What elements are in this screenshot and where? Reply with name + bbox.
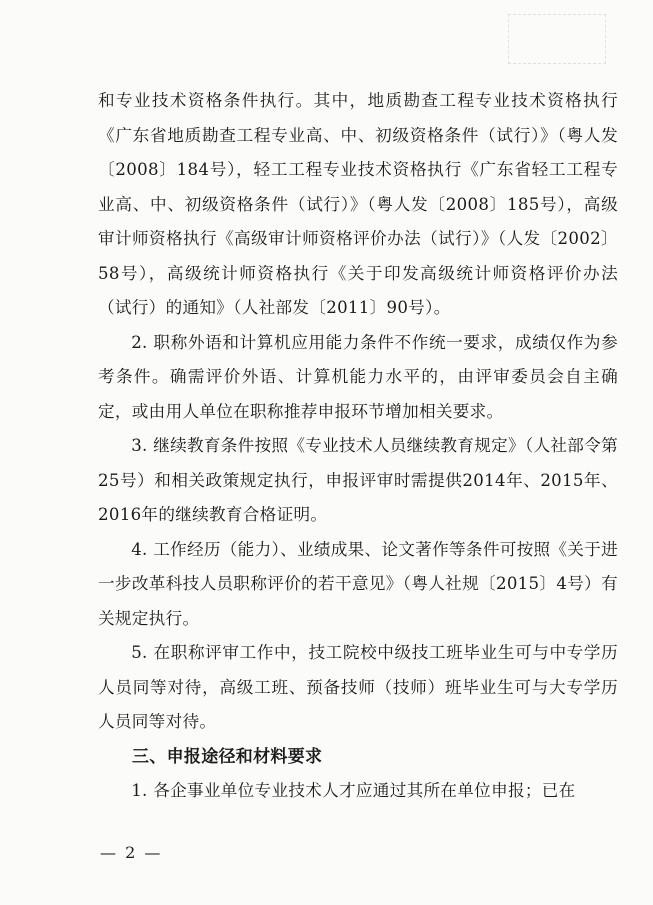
paragraph-item-3: 3. 继续教育条件按照《专业技术人员继续教育规定》（人社部令第25号）和相关政策规定执行，申报评审时需提供2014年、2015年、2016年的继续教育合格证明。 bbox=[98, 436, 618, 524]
paragraph-section3-item-1: 1. 各企事业单位专业技术人才应通过其所在单位申报；已在 bbox=[131, 781, 576, 800]
paragraph-item-2: 2. 职称外语和计算机应用能力条件不作统一要求，成绩仅作为参考条件。确需评价外语、计算机能力水平的，由评审委员会自主确定，或由用人单位在职称推荐申报环节增加相关要求。 bbox=[98, 332, 618, 421]
paragraph-item-5: 5. 在职称评审工作中，技工院校中级技工班毕业生可与中专学历人员同等对待，高级工班、预备技师（技师）班毕业生可与大专学历人员同等对待。 bbox=[98, 643, 618, 731]
document-body bbox=[98, 84, 618, 809]
page-number: — 2 — bbox=[100, 843, 163, 862]
section-heading: 三、申报途径和材料要求 bbox=[132, 746, 323, 767]
paragraph-continuation: 和专业技术资格条件执行。其中，地质勘查工程专业技术资格执行《广东省地质勘查工程专业高、中、初级资格条件（试行）》（粤人发〔2008〕184号），轻工工程专业技术资格执行《广东省轻工工程专业高、中、初级资格条件（试行）》（粤人发〔2008〕185号），高级审计师资格执行《高级审计师资格评价办法（试行）》（人发〔2002〕58号），高级统计师资格执行《关于印发高级统计师资格评价办法（试行）的通知》（人社部发〔2011〕90号）。 bbox=[98, 91, 618, 317]
stamp-mark bbox=[508, 14, 606, 64]
paragraph-item-4: 4. 工作经历（能力）、业绩成果、论文著作等条件可按照《关于进一步改革科技人员职称评价的若干意见》（粤人社规〔2015〕4号）有关规定执行。 bbox=[98, 539, 618, 628]
